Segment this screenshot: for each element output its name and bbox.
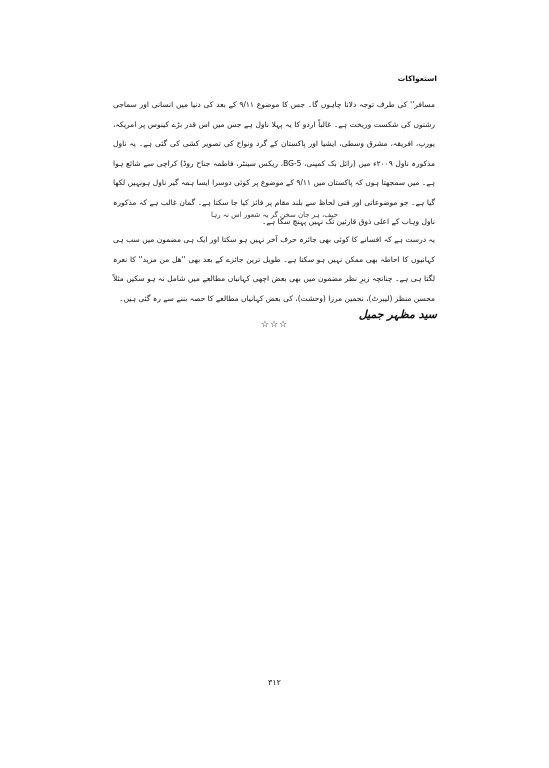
author-signature: سید مظہر جمیل xyxy=(358,308,437,321)
verse-line: حیف، ہر جان سخن گر یہ شعور اس نہ رہا xyxy=(211,211,338,219)
body-section-2 xyxy=(113,230,435,308)
section-separator: ☆☆☆ xyxy=(260,320,289,330)
page-number: ۳۱۲ xyxy=(268,678,281,687)
paragraph-1: مسافر'' کی طرف توجہ دلانا چاہوں گا۔ جس کا موضوع ۹/۱۱ کے بعد کی دنیا میں انسانی اور سماجی رشتوں کی شکست وریخت ہے۔ غالباً اردو کا یہ پہلا ناول ہے جس میں اس قدر بڑے کینوس پر امریکہ، یورپ، افریقہ، مشرق وسطی، ایشیا اور پاکستان کے گرد ونواح کی تصویر کشی کی گئی ہے۔ یہ ناول مذکورہ ناول ۲۰۰۹ء میں (رائل بک کمپنی، BG-5، ریکس سینٹر، فاطمہ جناح روڈ) کراچی سے شائع ہوا ہے۔ میں سمجھتا ہوں کہ پاکستان میں ۹/۱۱ کے موضوع پر کوئی دوسرا ایسا ہمہ گیر ناول ہونہیں لکھا گیا ہے۔ جو موضوعاتی اور فنی لحاظ سے بلند مقام پر فائز کیا جا سکتا ہے۔ گمان غالب ہے کہ مذکورہ ناول وہاب کے اعلی ذوق قارئین تک نہیں پہنچ سکا ہے۔ xyxy=(113,100,436,226)
paragraph-2: یہ درست ہے کہ افسانے کا کوئی بھی جائزہ حرف آخر نہیں ہو سکتا اور ایک ہی مضمون میں سب ہی کہانیوں کا احاطہ بھی ممکن نہیں ہو سکتا ہے۔ طویل ترین جائزے کے بعد بھی ''ھل من مزید'' کا نعرہ لگتا ہی ہے۔ چنانچہ زیرِ نظر مضمون میں بھی بعض اچھی کہانیاں مطالعے میں شامل نہ ہو سکیں مثلاً محسن منظر (لیبرٹ)، نجمین مرزا (وحشت)، کی بعض کہانیاں مطالعے کا حصہ بننے سے رہ گئی ہیں۔ xyxy=(113,235,435,303)
chapter-header: استعواکات xyxy=(397,74,437,83)
